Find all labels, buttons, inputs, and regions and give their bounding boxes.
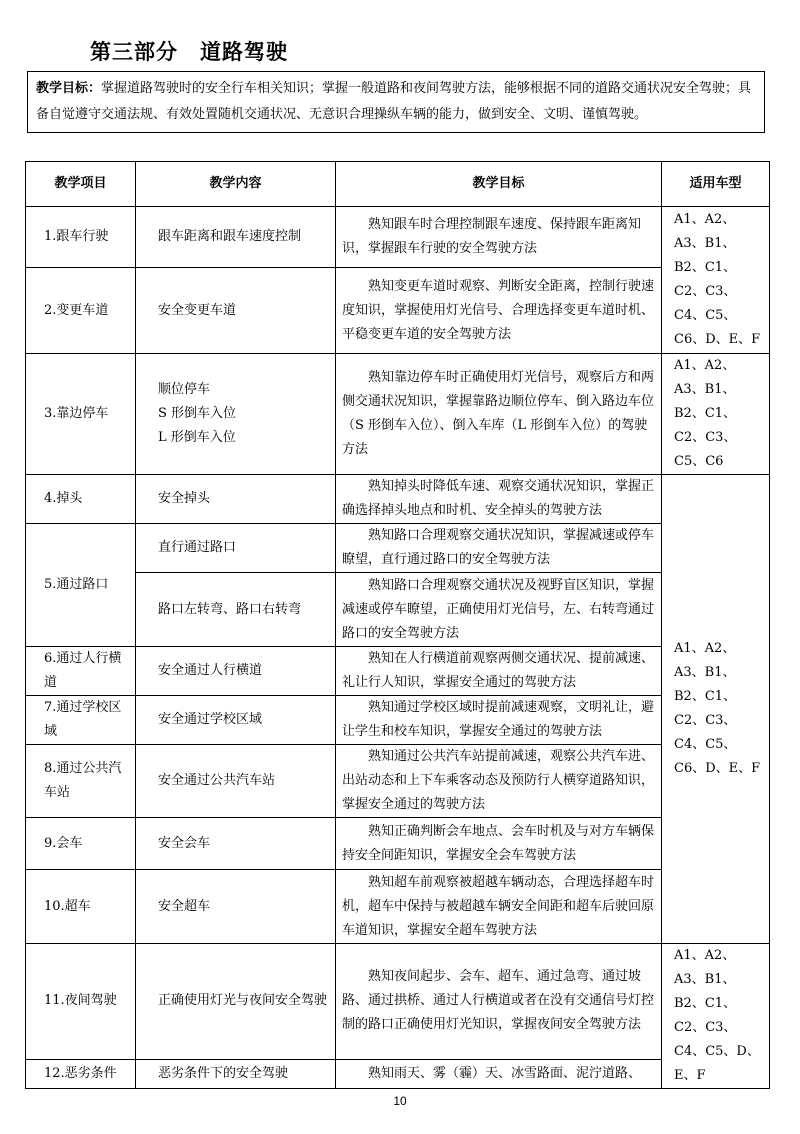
- header-goal: 教学目标: [336, 162, 662, 207]
- table-row: [26, 745, 770, 818]
- row-item: 6.通过人行横道: [26, 647, 136, 696]
- row-goal: 熟知靠边停车时正确使用灯光信号，观察后方和两侧交通状况知识，掌握靠路边顺位停车、倒入路边车位（S 形倒车入位）、倒入车库（L 形倒车入位）的驾驶方法: [336, 354, 662, 475]
- table-row: [26, 1059, 770, 1088]
- vehicle-types: A1、A2、A3、B1、B2、C1、C2、C3、C4、C5、C6、D、E、F: [662, 475, 770, 944]
- row-content: 安全通过学校区域: [136, 696, 336, 745]
- row-item: 10.超车: [26, 870, 136, 944]
- row-goal: 熟知在人行横道前观察两侧交通状况、提前减速、礼让行人知识，掌握安全通过的驾驶方法: [336, 647, 662, 696]
- table-row: [26, 870, 770, 944]
- table-row: [26, 268, 770, 354]
- row-content: 安全超车: [136, 870, 336, 944]
- row-content: 直行通过路口: [136, 524, 336, 573]
- vehicle-types: A1、A2、A3、B1、B2、C1、C2、C3、C4、C5、D、E、F: [662, 944, 770, 1089]
- row-content: 正确使用灯光与夜间安全驾驶: [136, 944, 336, 1060]
- objective-text: 掌握道路驾驶时的安全行车相关知识；掌握一般道路和夜间驾驶方法，能够根据不同的道路交通状况安全驾驶；具备自觉遵守交通法规、有效处置随机交通状况、无意识合理操纵车辆的能力，做到安全、文明、谨慎驾驶。: [36, 81, 752, 122]
- row-item: 9.会车: [26, 818, 136, 870]
- table-row: [26, 573, 770, 647]
- row-goal: 熟知跟车时合理控制跟车速度、保持跟车距离知识，掌握跟车行驶的安全驾驶方法: [336, 207, 662, 268]
- row-content: 安全变更车道: [136, 268, 336, 354]
- vehicle-types: A1、A2、A3、B1、B2、C1、C2、C3、C4、C5、C6、D、E、F: [662, 207, 770, 354]
- row-item: 4.掉头: [26, 475, 136, 524]
- content-line: L 形倒车入位: [158, 430, 236, 445]
- row-goal: 熟知掉头时降低车速、观察交通状况知识，掌握正确选择掉头地点和时机、安全掉头的驾驶方法: [336, 475, 662, 524]
- row-content: 路口左转弯、路口右转弯: [136, 573, 336, 647]
- table-header-row: [26, 162, 770, 207]
- section-title: 第三部分 道路驾驶: [90, 39, 288, 64]
- content-line: S 形倒车入位: [158, 406, 237, 421]
- row-content: 安全掉头: [136, 475, 336, 524]
- row-item: 1.跟车行驶: [26, 207, 136, 268]
- table-row: [26, 354, 770, 475]
- row-goal: 熟知路口合理观察交通状况知识，掌握减速或停车瞭望，直行通过路口的安全驾驶方法: [336, 524, 662, 573]
- row-goal: 熟知通过学校区域时提前减速观察，文明礼让，避让学生和校车知识，掌握安全通过的驾驶方法: [336, 696, 662, 745]
- table-row: [26, 647, 770, 696]
- content-line: 顺位停车: [158, 382, 211, 397]
- table-row: [26, 818, 770, 870]
- objective-label: 教学目标：: [36, 81, 102, 96]
- row-content: [136, 354, 336, 475]
- vehicle-types: A1、A2、A3、B1、B2、C1、C2、C3、C5、C6: [662, 354, 770, 475]
- page-number: 10: [393, 1094, 407, 1108]
- row-goal: 熟知超车前观察被超越车辆动态，合理选择超车时机，超车中保持与被超越车辆安全间距和超车后驶回原车道知识，掌握安全超车驾驶方法: [336, 870, 662, 944]
- header-vehicle: 适用车型: [662, 162, 770, 207]
- row-item: 12.恶劣条件: [26, 1059, 136, 1088]
- row-content: 安全通过人行横道: [136, 647, 336, 696]
- row-goal: 熟知变更车道时观察、判断安全距离，控制行驶速度知识，掌握使用灯光信号、合理选择变更车道时机、平稳变更车道的安全驾驶方法: [336, 268, 662, 354]
- table-row: [26, 475, 770, 524]
- header-content: 教学内容: [136, 162, 336, 207]
- row-item: 8.通过公共汽车站: [26, 745, 136, 818]
- table-row: [26, 944, 770, 1060]
- row-item: 3.靠边停车: [26, 354, 136, 475]
- row-goal: 熟知路口合理观察交通状况及视野盲区知识，掌握减速或停车瞭望，正确使用灯光信号，左、右转弯通过路口的安全驾驶方法: [336, 573, 662, 647]
- teaching-objective-box: [27, 71, 765, 133]
- table-row: [26, 696, 770, 745]
- row-item: 7.通过学校区域: [26, 696, 136, 745]
- course-table: [25, 161, 770, 1089]
- row-item: 11.夜间驾驶: [26, 944, 136, 1060]
- row-content: 安全会车: [136, 818, 336, 870]
- row-content: 恶劣条件下的安全驾驶: [136, 1059, 336, 1088]
- row-goal: 熟知通过公共汽车站提前减速，观察公共汽车进、出站动态和上下车乘客动态及预防行人横穿道路知识，掌握安全通过的驾驶方法: [336, 745, 662, 818]
- header-item: 教学项目: [26, 162, 136, 207]
- table-row: [26, 524, 770, 573]
- row-item: 2.变更车道: [26, 268, 136, 354]
- row-goal: 熟知雨天、雾（霾）天、冰雪路面、泥泞道路、: [336, 1059, 662, 1088]
- row-goal: 熟知正确判断会车地点、会车时机及与对方车辆保持安全间距知识，掌握安全会车驾驶方法: [336, 818, 662, 870]
- row-item: 5.通过路口: [26, 524, 136, 647]
- row-goal: 熟知夜间起步、会车、超车、通过急弯、通过坡路、通过拱桥、通过人行横道或者在没有交通信号灯控制的路口正确使用灯光知识，掌握夜间安全驾驶方法: [336, 944, 662, 1060]
- table-row: [26, 207, 770, 268]
- row-content: 安全通过公共汽车站: [136, 745, 336, 818]
- row-content: 跟车距离和跟车速度控制: [136, 207, 336, 268]
